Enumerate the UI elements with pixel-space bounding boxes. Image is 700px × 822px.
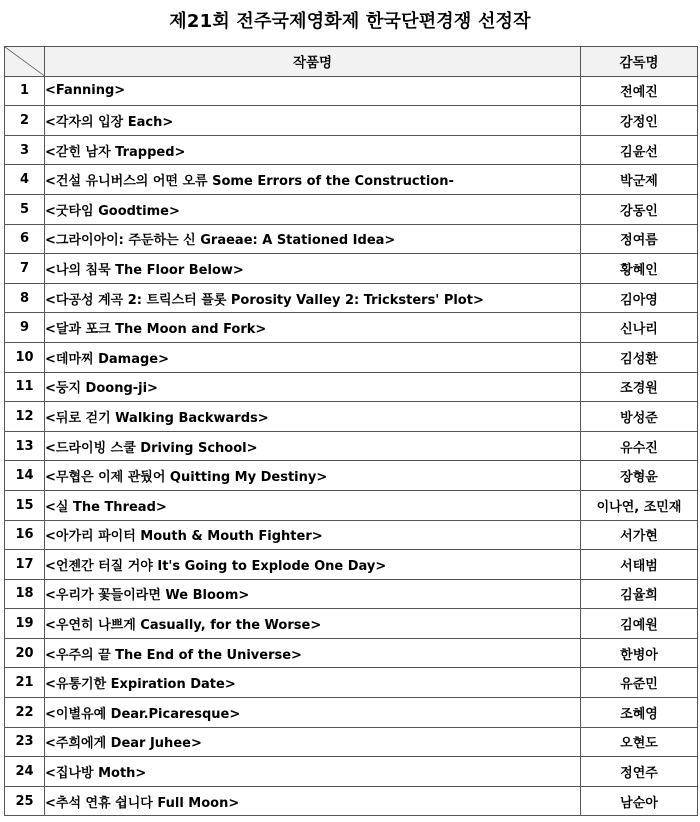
film-title: <유통기한 Expiration Date> [45, 668, 581, 698]
director-name: 정연주 [581, 757, 698, 787]
row-number: 10 [5, 342, 45, 372]
row-number: 20 [5, 638, 45, 668]
row-number: 1 [5, 76, 45, 106]
film-title: <무협은 이제 관뒀어 Quitting My Destiny> [45, 461, 581, 491]
row-number: 13 [5, 431, 45, 461]
director-name: 유수진 [581, 431, 698, 461]
table-row [5, 461, 698, 491]
film-title: <집나방 Moth> [45, 757, 581, 787]
table-row [5, 786, 698, 816]
table-row [5, 76, 698, 106]
row-number: 11 [5, 372, 45, 402]
film-title: <건설 유니버스의 어떤 오류 Some Errors of the Construction- [45, 165, 581, 195]
row-number: 15 [5, 490, 45, 520]
table-row [5, 165, 698, 195]
director-name: 한병아 [581, 638, 698, 668]
table-row [5, 194, 698, 224]
page-title: 제21회 전주국제영화제 한국단편경쟁 선정작 [169, 11, 531, 32]
selection-table [4, 46, 698, 816]
film-title: <Fanning> [45, 76, 581, 106]
director-name: 강정인 [581, 106, 698, 136]
row-number: 4 [5, 165, 45, 195]
row-number: 23 [5, 727, 45, 757]
table-row [5, 224, 698, 254]
row-number: 8 [5, 283, 45, 313]
director-name: 전예진 [581, 76, 698, 106]
row-number: 12 [5, 402, 45, 432]
table-row [5, 727, 698, 757]
row-number: 6 [5, 224, 45, 254]
film-title: <우연히 나쁘게 Casually, for the Worse> [45, 609, 581, 639]
director-name: 박군제 [581, 165, 698, 195]
row-number: 16 [5, 520, 45, 550]
table-row [5, 757, 698, 787]
film-title: <언젠간 터질 거야 It's Going to Explode One Day> [45, 550, 581, 580]
table-row [5, 402, 698, 432]
row-number: 14 [5, 461, 45, 491]
director-name: 황혜인 [581, 254, 698, 284]
film-title: <각자의 입장 Each> [45, 106, 581, 136]
film-title: <실 The Thread> [45, 490, 581, 520]
director-name: 이나연, 조민재 [581, 490, 698, 520]
director-name: 신나리 [581, 313, 698, 343]
film-title: <추석 연휴 쉽니다 Full Moon> [45, 786, 581, 816]
table-row [5, 313, 698, 343]
film-title: <갇힌 남자 Trapped> [45, 135, 581, 165]
table-row [5, 579, 698, 609]
film-title: <뒤로 걷기 Walking Backwards> [45, 402, 581, 432]
film-title: <주희에게 Dear Juhee> [45, 727, 581, 757]
table-row [5, 283, 698, 313]
director-name: 김윤선 [581, 135, 698, 165]
row-number: 25 [5, 786, 45, 816]
film-title: <나의 침묵 The Floor Below> [45, 254, 581, 284]
director-name: 정여름 [581, 224, 698, 254]
director-name: 유준민 [581, 668, 698, 698]
table-row [5, 106, 698, 136]
director-name: 방성준 [581, 402, 698, 432]
row-number: 9 [5, 313, 45, 343]
table-row [5, 254, 698, 284]
film-title: <둥지 Doong-ji> [45, 372, 581, 402]
table-row [5, 490, 698, 520]
film-title: <우리가 꽃들이라면 We Bloom> [45, 579, 581, 609]
table-row [5, 668, 698, 698]
director-name: 김성환 [581, 342, 698, 372]
row-number: 21 [5, 668, 45, 698]
row-number: 24 [5, 757, 45, 787]
table-row [5, 372, 698, 402]
table-row [5, 638, 698, 668]
table-row [5, 431, 698, 461]
header-director: 감독명 [581, 47, 698, 77]
row-number: 22 [5, 698, 45, 728]
corner-cell [5, 47, 45, 77]
header-row [5, 47, 698, 77]
row-number: 18 [5, 579, 45, 609]
director-name: 김율희 [581, 579, 698, 609]
director-name: 강동인 [581, 194, 698, 224]
table-row [5, 550, 698, 580]
director-name: 오현도 [581, 727, 698, 757]
director-name: 조경원 [581, 372, 698, 402]
row-number: 19 [5, 609, 45, 639]
row-number: 2 [5, 106, 45, 136]
film-title: <드라이빙 스쿨 Driving School> [45, 431, 581, 461]
film-title: <굿타임 Goodtime> [45, 194, 581, 224]
director-name: 김아영 [581, 283, 698, 313]
table-row [5, 698, 698, 728]
director-name: 조혜영 [581, 698, 698, 728]
director-name: 서가현 [581, 520, 698, 550]
row-number: 17 [5, 550, 45, 580]
director-name: 남순아 [581, 786, 698, 816]
film-title: <데마찌 Damage> [45, 342, 581, 372]
header-title: 작품명 [45, 47, 581, 77]
table-row [5, 609, 698, 639]
film-title: <다공성 계곡 2: 트릭스터 플롯 Porosity Valley 2: Tricksters' Plot> [45, 283, 581, 313]
row-number: 3 [5, 135, 45, 165]
film-title: <아가리 파이터 Mouth & Mouth Fighter> [45, 520, 581, 550]
film-title: <달과 포크 The Moon and Fork> [45, 313, 581, 343]
row-number: 7 [5, 254, 45, 284]
table-row [5, 135, 698, 165]
table-row [5, 520, 698, 550]
film-title: <이별유예 Dear.Picaresque> [45, 698, 581, 728]
director-name: 장형윤 [581, 461, 698, 491]
film-title: <그라이아이: 주둔하는 신 Graeae: A Stationed Idea> [45, 224, 581, 254]
row-number: 5 [5, 194, 45, 224]
director-name: 김예원 [581, 609, 698, 639]
film-title: <우주의 끝 The End of the Universe> [45, 638, 581, 668]
table-row [5, 342, 698, 372]
director-name: 서태범 [581, 550, 698, 580]
diagonal-line [5, 47, 44, 76]
